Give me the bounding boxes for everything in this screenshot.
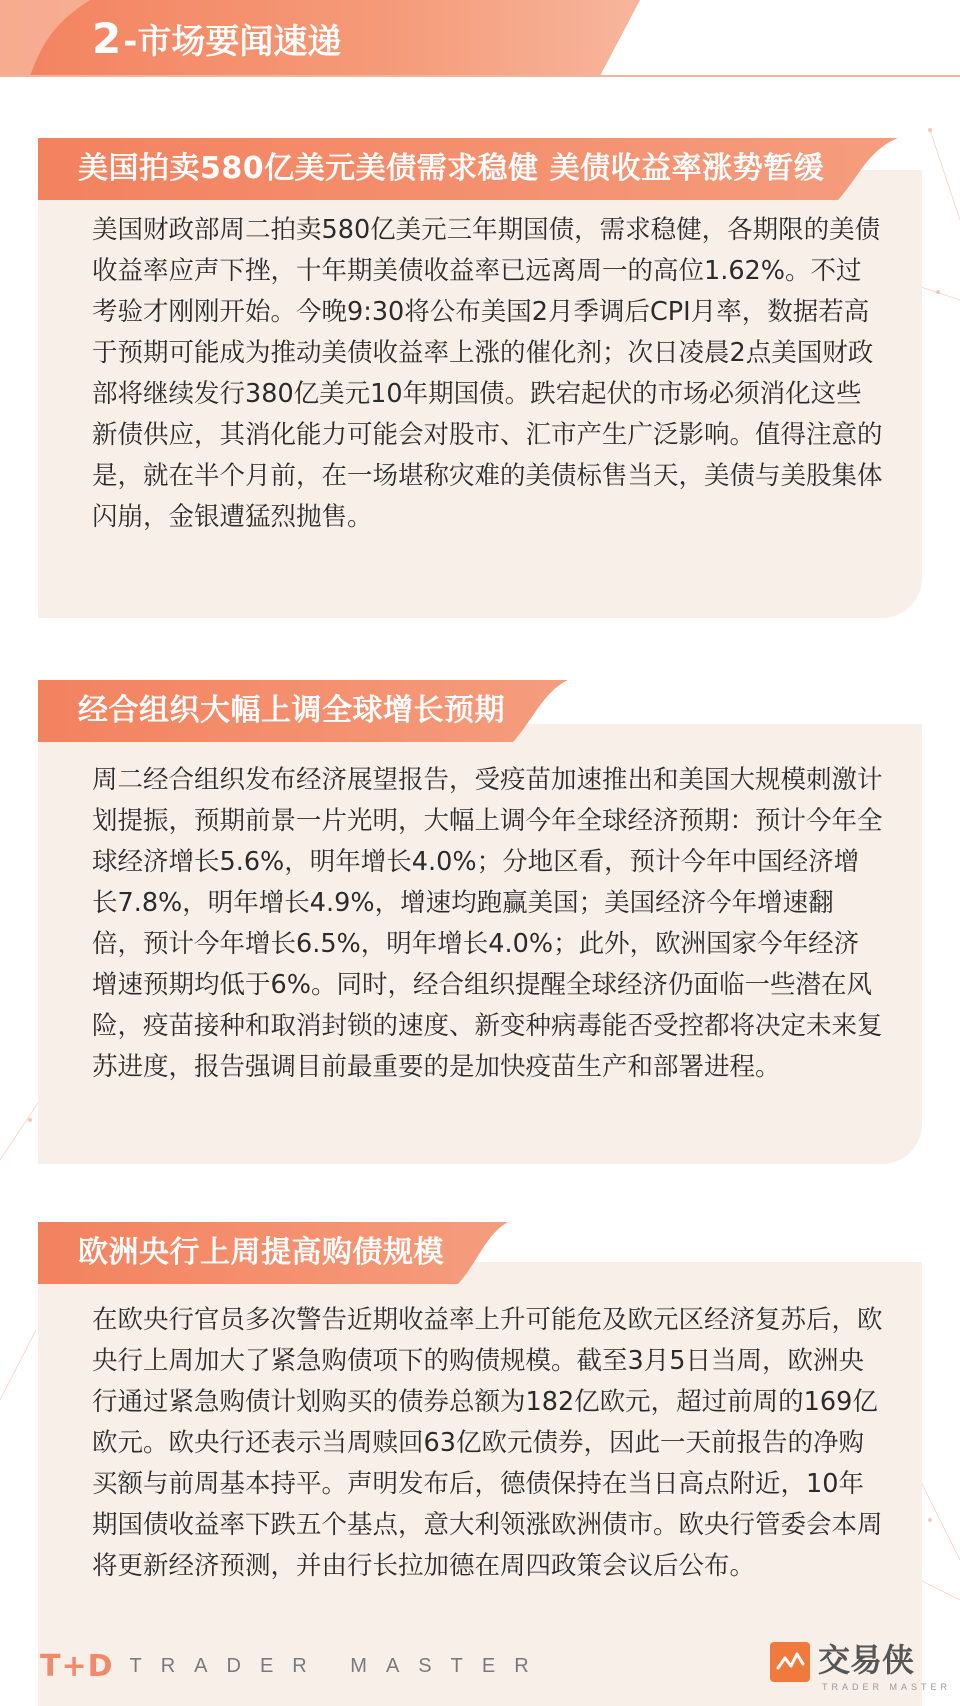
article-title-bar (38, 680, 568, 742)
article-body: 在欧央行官员多次警告近期收益率上升可能危及欧元区经济复苏后，欧央行上周加大了紧急购债项下的购债规模。截至3月5日当周，欧洲央行通过紧急购债计划购买的债券总额为182亿欧元，超过前周的169亿欧元。欧央行还表示当周赎回63亿欧元债券，因此一天前报告的净购买额与前周基本持平。声明发布后，德债保持在当日高点附近，10年期国债收益率下跌五个基点，意大利领涨欧洲债市。欧央行管委会本周将更新经济预测，并由行长拉加德在周四政策会议后公布。 (92, 1305, 883, 1581)
brand-subtitle: TRADER MASTER (822, 1682, 952, 1692)
td-logo: T+D (40, 1648, 114, 1684)
page-title (92, 14, 341, 64)
article-title: 经合组织大幅上调全球增长预期 (78, 693, 505, 728)
footer-brand-left (40, 1646, 548, 1686)
article-title-bar (38, 1222, 508, 1284)
article-title-bar (38, 138, 898, 200)
article-title: 美国拍卖580亿美元美债需求稳健 美债收益率涨势暂缓 (78, 151, 825, 186)
section-number: 2 (92, 14, 122, 63)
trader-master-text: TRADER MASTER (129, 1654, 548, 1677)
section-header (0, 0, 960, 78)
brand-name: 交易侠 (818, 1641, 915, 1679)
article-card (38, 724, 922, 1164)
article-card (38, 170, 922, 618)
trader-logo-icon (770, 1642, 810, 1682)
section-title: -市场要闻速递 (123, 22, 342, 62)
article-body: 周二经合组织发布经济展望报告，受疫苗加速推出和美国大规模刺激计划提振，预期前景一片光明，大幅上调今年全球经济预期：预计今年全球经济增长5.6%，明年增长4.0%；分地区看，预计今年中国经济增长7.8%，明年增长4.9%，增速均跑赢美国；美国经济今年增速翻倍，预计今年增长6.5%，明年增长4.0%；此外，欧洲国家今年经济增速预期均低于6%。同时，经合组织提醒全球经济仍面临一些潜在风险，疫苗接种和取消封锁的速度、新变种病毒能否受控都将决定未来复苏进度，报告强调目前最重要的是加快疫苗生产和部署进程。 (92, 765, 883, 1082)
article-body: 美国财政部周二拍卖580亿美元三年期国债，需求稳健，各期限的美债收益率应声下挫，十年期美债收益率已远离周一的高位1.62%。不过考验才刚刚开始。今晚9:30将公布美国2月季调后CPI月率，数据若高于预期可能成为推动美债收益率上涨的催化剂；次日凌晨2点美国财政部将继续发行380亿美元10年期国债。跌宕起伏的市场必须消化这些新债供应，其消化能力可能会对股市、汇市产生广泛影响。值得注意的是，就在半个月前，在一场堪称灾难的美债标售当天，美债与美股集体闪崩，金银遭猛烈抛售。 (92, 215, 883, 532)
footer-brand-right (770, 1640, 952, 1696)
article-title: 欧洲央行上周提高购债规模 (78, 1235, 444, 1270)
